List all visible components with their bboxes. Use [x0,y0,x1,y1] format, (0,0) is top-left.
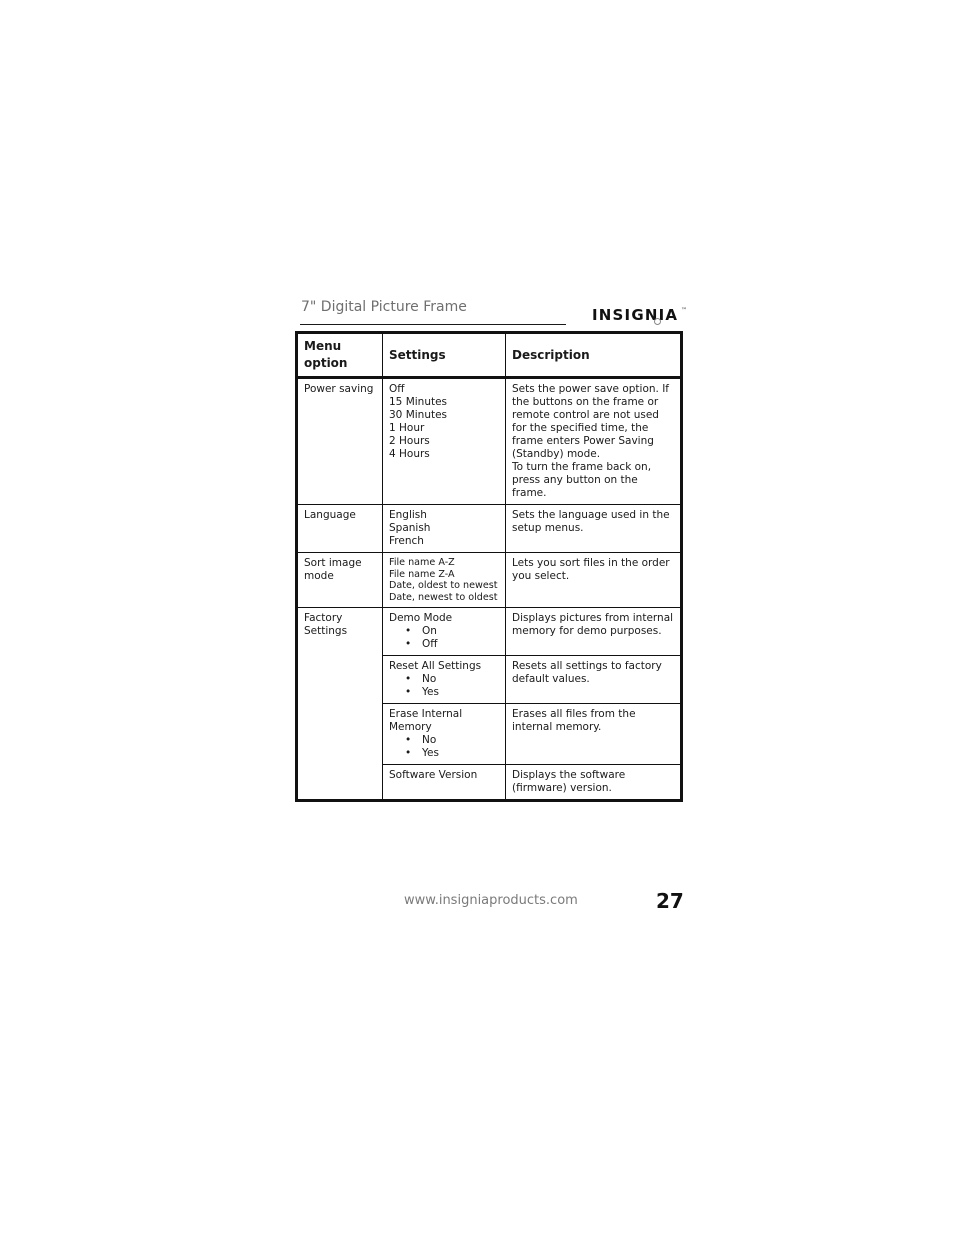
table-row [297,378,682,505]
setting-name: Software Version [389,769,478,781]
description-text: Sets the power save option. If the buttons on the frame or remote control are not used for the specified time, the frame enters Power Saving (Standby) mode. [512,383,669,460]
description-text: Lets you sort files in the order you select. [512,557,670,582]
setting-value: File name Z-A [389,568,455,580]
setting-value: 30 Minutes [389,409,448,421]
description-text: Sets the language used in the setup menus. [512,509,670,534]
menu-option-cell: Factory Settings [297,608,383,801]
menu-option-cell: Sort image mode [297,553,383,608]
header-divider [300,324,566,325]
description-cell [506,378,682,505]
setting-name: Demo Mode [389,612,453,624]
settings-cell [383,505,506,553]
option-item: • Yes [389,686,500,699]
insignia-logo [592,303,688,329]
option-list [389,734,500,760]
logo-wordmark: INSIGNIA [592,306,679,324]
setting-value: French [389,535,424,547]
table-header-row [297,333,682,378]
setting-value: 2 Hours [389,435,430,447]
setting-value: Date, newest to oldest [389,591,498,603]
menu-option-cell: Power saving [297,378,383,505]
settings-cell [383,553,506,608]
table-row [297,505,682,553]
setting-name: Reset All Settings [389,660,482,672]
description-cell: Resets all settings to factory default values. [506,656,682,704]
setting-value: Date, oldest to newest [389,580,498,591]
table-row [297,553,682,608]
option-item: • No [389,673,500,686]
setting-value: 4 Hours [389,448,430,460]
website-url: www.insigniaproducts.com [404,893,578,908]
description-cell: Displays the software (firmware) version. [506,765,682,801]
table-row [297,608,682,656]
settings-cell [383,378,506,505]
column-header-settings: Settings [383,333,506,378]
logo-mark-icon [654,318,661,325]
settings-cell [383,608,506,656]
trademark-symbol: ™ [681,307,687,314]
settings-cell [383,656,506,704]
option-list [389,673,500,699]
settings-cell [383,704,506,765]
description-text: To turn the frame back on, press any button on the frame. [512,461,652,499]
option-item: • No [389,734,500,747]
option-item: • Off [389,638,500,651]
document-title: 7" Digital Picture Frame [301,299,467,315]
menu-options-table [295,331,683,802]
description-cell [506,553,682,608]
settings-cell [383,765,506,801]
setting-value: File name A-Z [389,557,455,568]
setting-value: Off [389,383,405,395]
description-cell: Erases all files from the internal memory. [506,704,682,765]
setting-value: 15 Minutes [389,396,448,408]
option-item: • On [389,625,500,638]
page-number: 27 [656,889,684,913]
column-header-menu-option: Menu option [297,333,383,378]
option-list [389,625,500,651]
menu-option-cell: Language [297,505,383,553]
setting-value: English [389,509,427,521]
option-item: • Yes [389,747,500,760]
setting-value: 1 Hour [389,422,425,434]
description-cell [506,505,682,553]
setting-value: Spanish [389,522,431,534]
column-header-description: Description [506,333,682,378]
setting-name: Erase Internal Memory [389,708,463,733]
description-cell: Displays pictures from internal memory for demo purposes. [506,608,682,656]
